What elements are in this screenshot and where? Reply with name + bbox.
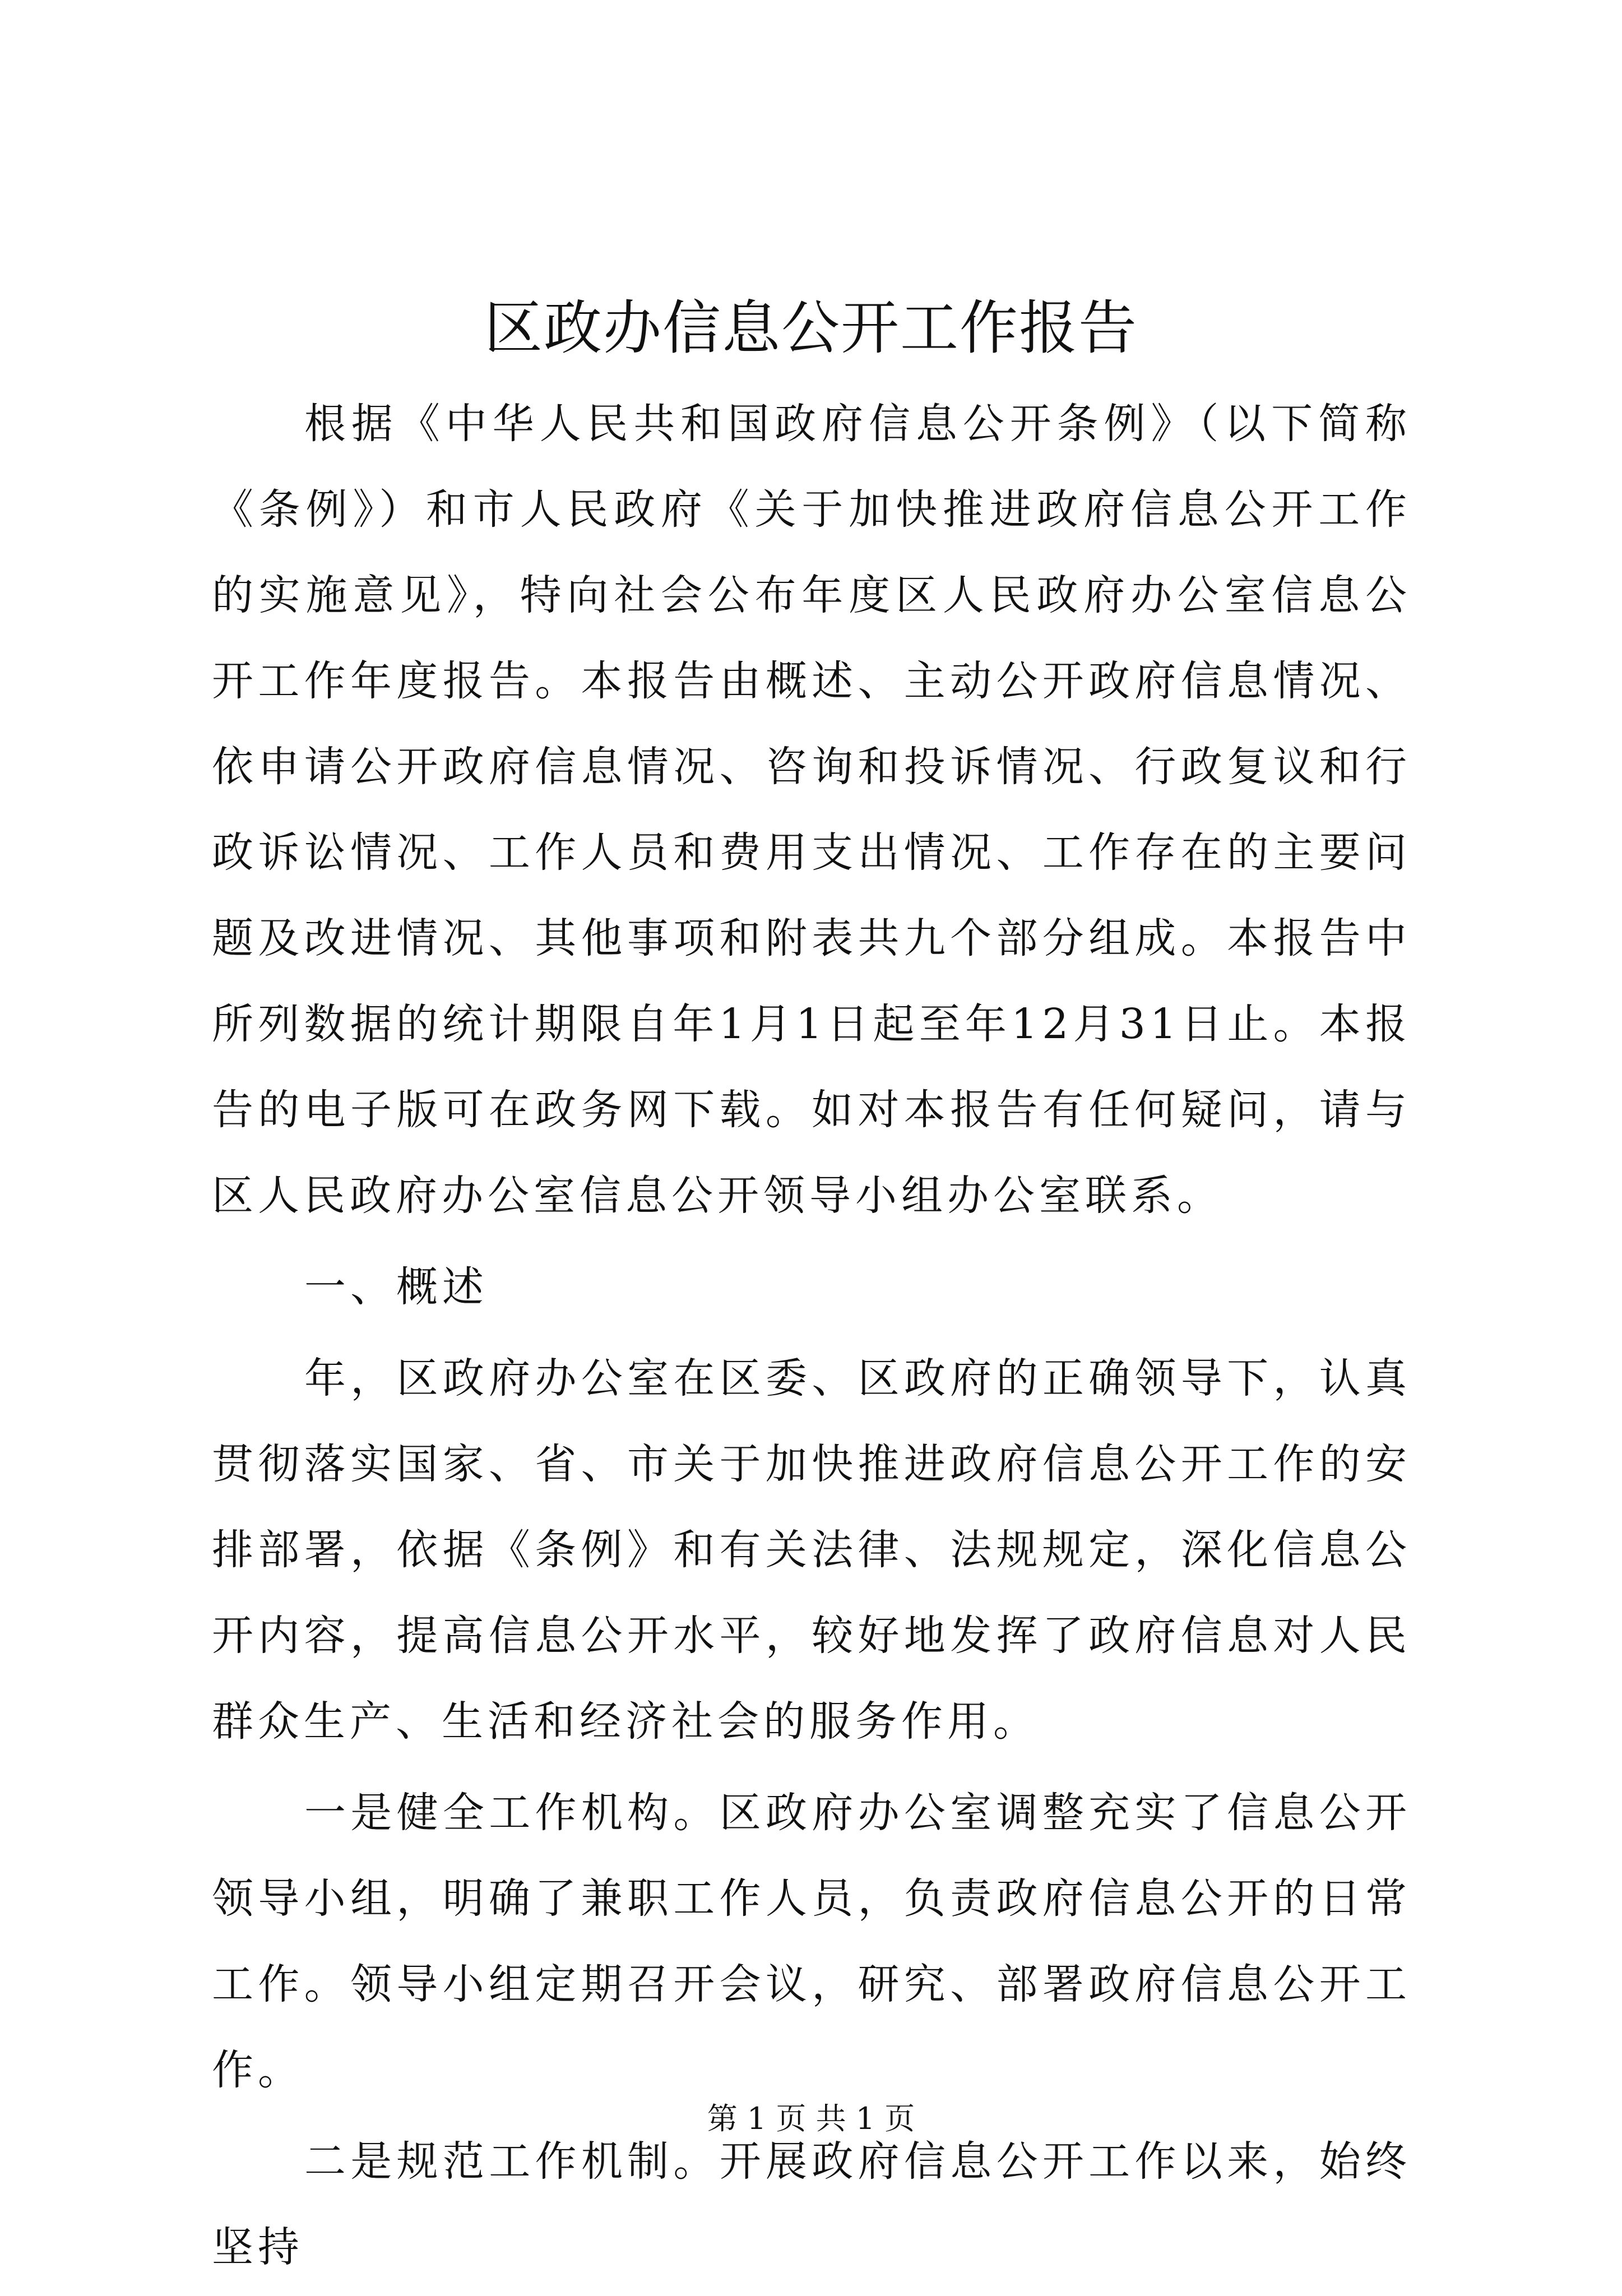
section-heading-overview: 一、概述 [304,1263,488,1311]
paragraph-intro: 根据《中华人民共和国政府信息公开条例》（以下简称《条例》）和市人民政府《关于加快推进政府信息公开工作的实施意见》，特向社会公布年度区人民政府办公室信息公开工作年度报告。本报告由概述、主动公开政府信息情况、依申请公开政府信息情况、咨询和投诉情况、行政复议和行政诉讼情况、工作人员和费用支出情况、工作存在的主要问题及改进情况、其他事项和附表共九个部分组成。本报告中所列数据的统计期限自年1月1日起至年12月31日止。本报告的电子版可在政务网下载。如对本报告有任何疑问，请与区人民政府办公室信息公开领导小组办公室联系。 [212,400,1411,1220]
paragraph-mechanism: 二是规范工作机制。开展政府信息公开工作以来，始终坚持 [212,2137,1411,2271]
document-body [212,381,1411,2296]
paragraph-overview: 年，区政府办公室在区委、区政府的正确领导下，认真贯彻落实国家、省、市关于加快推进政府信息公开工作的安排部署，依据《条例》和有关法律、法规规定，深化信息公开内容，提高信息公开水平，较好地发挥了政府信息对人民群众生产、生活和经济社会的服务作用。 [212,1354,1411,1746]
document-title: 区政办信息公开工作报告 [484,294,1138,362]
page-footer: 第 1 页 共 1 页 [707,2101,915,2136]
paragraph-organization: 一是健全工作机构。区政府办公室调整充实了信息公开领导小组，明确了兼职工作人员，负责政府信息公开的日常工作。领导小组定期召开会议，研究、部署政府信息公开工作。 [212,1789,1411,2094]
